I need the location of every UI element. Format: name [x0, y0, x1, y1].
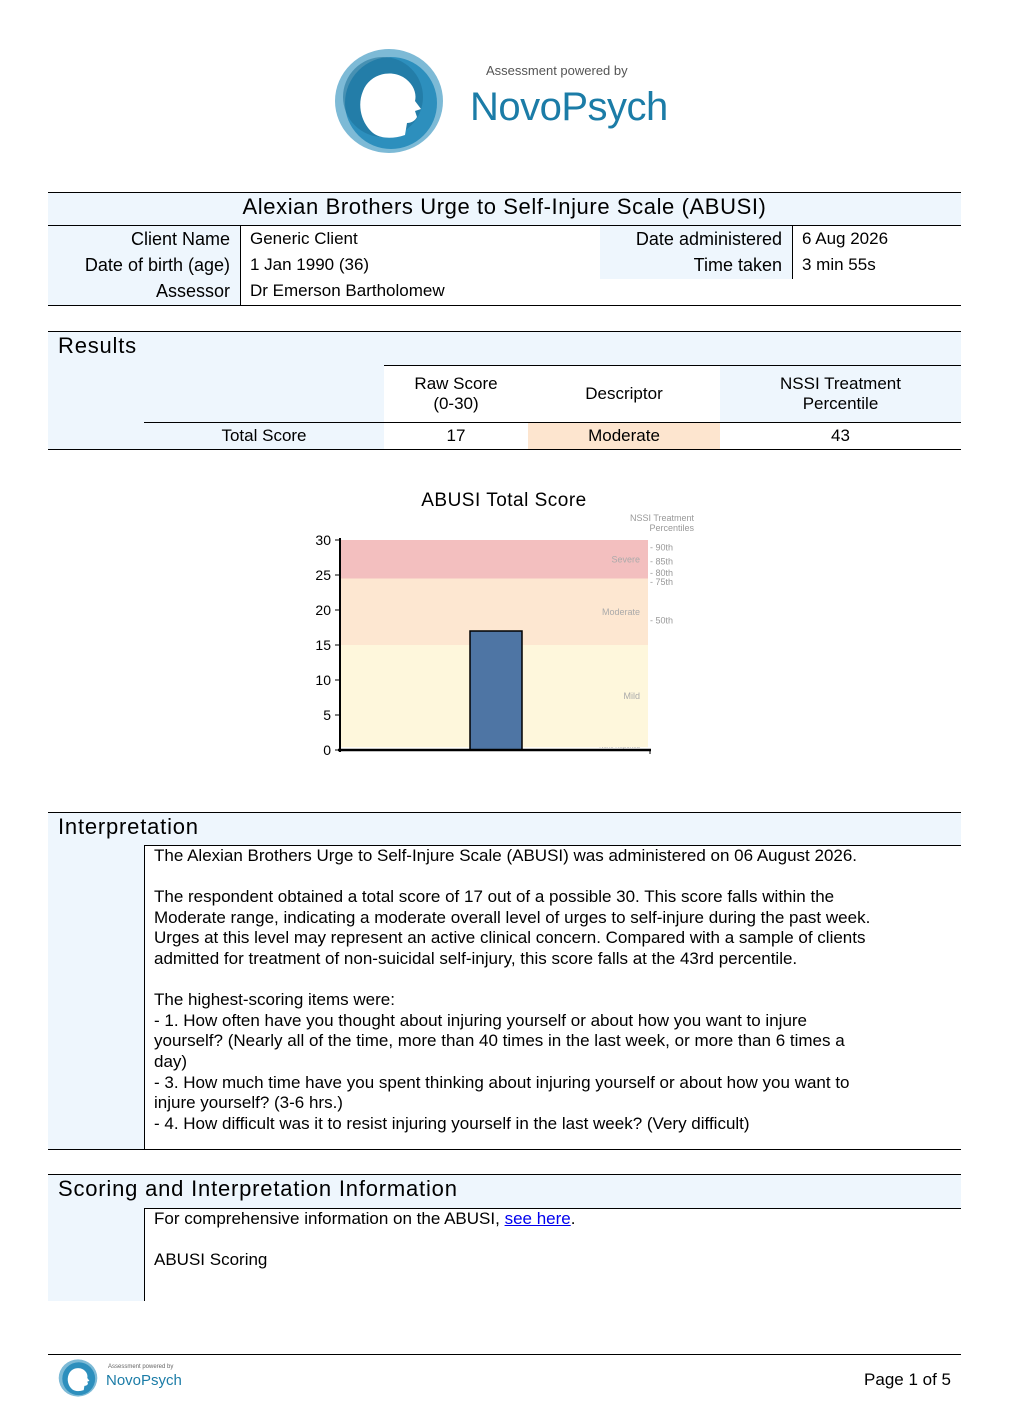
descriptor-value: Moderate	[588, 426, 660, 445]
highest-item-4: - 4. How difficult was it to resist injuring yourself in the last week? (Very difficult)	[154, 1113, 750, 1133]
time-taken-label: Time taken	[693, 255, 782, 275]
total-score-label: Total Score	[221, 426, 307, 445]
band-label-severe: Severe	[611, 554, 640, 565]
y-tick-label-10: 10	[315, 672, 331, 688]
page-number: Page 1 of 5	[864, 1370, 951, 1389]
footer-logo	[58, 1358, 198, 1400]
time-taken-value: 3 min 55s	[802, 255, 876, 274]
footer-powered-by: Assessment powered by	[108, 1364, 174, 1370]
footer-brand: NovoPsych	[106, 1372, 182, 1389]
abusi-chart	[300, 510, 720, 770]
band-severe	[340, 540, 648, 579]
y-tick-label-25: 25	[315, 567, 331, 583]
dob-value: 1 Jan 1990 (36)	[250, 255, 370, 274]
percentile-marker-80th: - 80th	[650, 567, 674, 578]
client-name-value: Generic Client	[250, 229, 358, 248]
header-logo	[333, 45, 673, 157]
band-label-moderate: Moderate	[601, 606, 640, 617]
interpretation-text	[154, 846, 954, 1134]
scoring-intro-text: For comprehensive information on the ABUSI,	[154, 1209, 505, 1228]
percentile-axis-title-2: Percentiles	[649, 523, 694, 533]
col-header-raw-score	[384, 374, 528, 414]
see-here-link[interactable]: see here	[504, 1209, 571, 1228]
band-label-mild: Mild	[623, 691, 640, 702]
abusi-scoring-heading: ABUSI Scoring	[154, 1250, 268, 1269]
date-administered-value: 6 Aug 2026	[802, 229, 889, 248]
brand-name: NovoPsych	[470, 85, 668, 129]
y-tick-label-20: 20	[315, 602, 331, 618]
highest-item-3: - 3. How much time have you spent thinking about injuring yourself or about how you want to injure yourself? (3-6 hrs.)	[154, 1072, 850, 1113]
y-tick-label-5: 5	[323, 707, 331, 723]
head-profile-logo-small-icon	[58, 1358, 98, 1398]
y-tick-label-15: 15	[315, 637, 331, 653]
col-header-raw-score-line2: (0-30)	[433, 394, 479, 413]
highest-items-heading: The highest-scoring items were:	[154, 990, 395, 1010]
y-tick-label-0: 0	[323, 742, 331, 758]
percentile-marker-75th: - 75th	[650, 577, 674, 587]
percentile-axis-title-1: NSSI Treatment	[629, 513, 694, 523]
interpretation-paragraph-2: The respondent obtained a total score of 17 out of a possible 30. This score falls within the Moderate range, indicating a moderate overall level of urges to self-injure during the past week. Urges at this level may represent an active clinical concern. Compared with a sample of clients admitted for treatment of non-suicidal self-injury, this score falls at the 43rd percentile.	[154, 887, 871, 968]
chart-title: ABUSI Total Score	[421, 490, 587, 511]
col-header-percentile	[720, 374, 961, 414]
col-header-descriptor: Descriptor	[585, 384, 663, 403]
report-title: Alexian Brothers Urge to Self-Injure Scale (ABUSI)	[242, 194, 767, 219]
dob-label: Date of birth (age)	[84, 255, 230, 275]
percentile-marker-50th: - 50th	[650, 615, 674, 626]
highest-item-1: - 1. How often have you thought about injuring yourself or about how you want to injure yourself? (Nearly all of the time, more than 40 times in the last week, or more than 6 times a day)	[154, 1010, 845, 1071]
assessor-label: Assessor	[155, 281, 230, 301]
percentile-marker-90th: - 90th	[650, 542, 674, 553]
percentile-value: 43	[831, 426, 850, 445]
date-administered-label: Date administered	[635, 229, 782, 249]
scoring-intro-end: .	[570, 1209, 576, 1228]
percentile-marker-85th: - 85th	[650, 556, 674, 567]
assessor-value: Dr Emerson Bartholomew	[250, 281, 445, 300]
powered-by-text: Assessment powered by	[486, 63, 628, 78]
scoring-title: Scoring and Interpretation Information	[58, 1176, 458, 1201]
col-header-percentile-line2: Percentile	[802, 394, 879, 413]
head-profile-logo-icon	[333, 45, 445, 157]
col-header-raw-score-line1: Raw Score	[414, 374, 498, 393]
results-title: Results	[58, 333, 137, 358]
col-header-percentile-line1: NSSI Treatment	[780, 374, 901, 393]
bar-total-score	[470, 631, 522, 750]
client-name-label: Client Name	[130, 229, 230, 249]
raw-score-value: 17	[446, 426, 466, 445]
interpretation-title: Interpretation	[58, 814, 199, 839]
y-tick-label-30: 30	[315, 532, 331, 548]
scoring-intro-line	[154, 1209, 575, 1229]
interpretation-paragraph-1: The Alexian Brothers Urge to Self-Injure Scale (ABUSI) was administered on 06 August 2026.	[154, 846, 858, 865]
